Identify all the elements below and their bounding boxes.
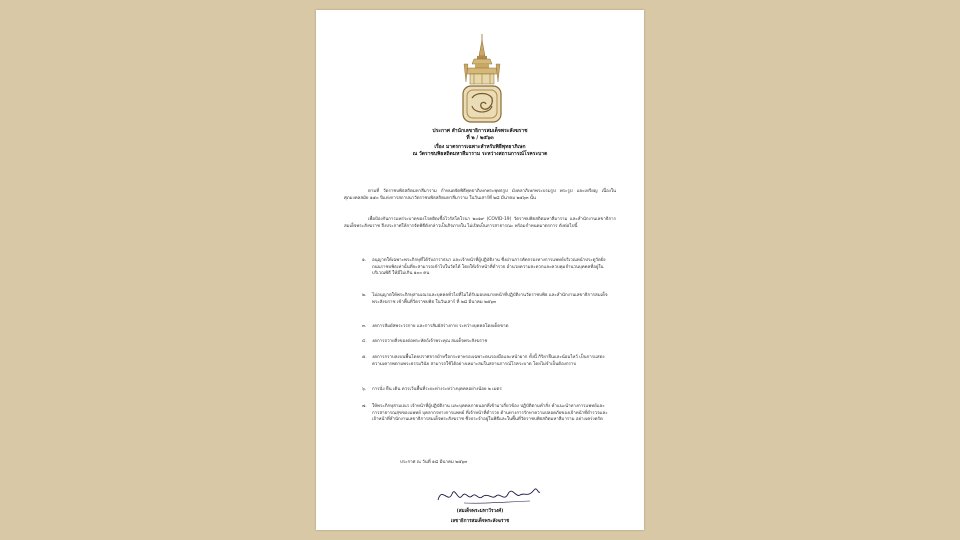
header-line-4: ณ วัดราชบพิธสถิตมหาสีมาราม ระหว่างสถานการณ์โรคระบาด	[412, 151, 548, 157]
signatory-name: (สมเด็จพระมหาวีรวงศ์)	[456, 509, 504, 514]
list-item: ๓. งดการสัมผัสพระวรกาย และการสัมผัสร่างกาย ระหว่างบุคคลโดยเด็ดขาด	[362, 324, 509, 329]
header-line-1: ประกาศ สำนักเลขาธิการสมเด็จพระสังฆราช	[432, 128, 528, 134]
list-item: ๑. อนุญาตให้เฉพาะพระภิกษุที่ได้รับอาราธนา และเจ้าหน้าที่ผู้ปฏิบัติงาน ซึ่งผ่านการคัดกรองทางการแพทย์บริเวณหน้าประตูวัดฝั่งถนนราชบพิธเท่านั้นที่จะสามารถเข้าไปในวัดได้ โดยให้เจ้าหน้าที่ตำรวจ อำนวยความสะดวกและควบคุมจำนวนบุคคลที่อยู่ในบริเวณพิธี ให้มีไม่เกิน ๑๐๐ คน	[362, 258, 606, 277]
royal-emblem-icon	[460, 34, 504, 126]
document-page	[316, 10, 644, 530]
list-item: ๒. ไม่อนุญาตให้พระภิกษุสามเณรและบุคคลทั่วไปที่ไม่ได้รับมอบหมายหน้าที่ปฏิบัติงานวัดราชบพิธ และสำนักงานเลขาธิการสมเด็จพระสังฆราช เข้าพื้นที่วัดราชบพิธ ในวันเสาร์ ที่ ๒๘ มีนาคม ๒๕๖๓	[362, 293, 608, 305]
list-item: ๔. งดการถวายสิ่งของต่อพระหัตถ์เจ้าพระคุณ สมเด็จพระสังฆราช	[362, 339, 488, 344]
announcement-date: ประกาศ ณ วันที่ ๑๘ มีนาคม ๒๕๖๓	[400, 460, 468, 465]
header-line-3: เรื่อง มาตรการเฉพาะสำหรับพิธีพุทธาภิเษก	[434, 144, 526, 150]
signature-icon	[434, 480, 544, 508]
body-paragraph-2: เพื่อป้องกันการแพร่ระบาดของโรคติดเชื้อไวรัสโคโรนา ๒๐๑๙ (COVID-19) วัดราชบพิธสถิตมหาสีมาราม และสำนักงานเลขาธิการสมเด็จพระสังฆราช จึงประกาศให้การจัดพิธีดังกล่าวเป็นกิจภายใน ไม่เปิดเป็นการสาธารณะ พร้อมกำหนดมาตรการ ดังต่อไปนี้	[344, 217, 616, 229]
header-line-2: ที่ ๒ / ๒๕๖๓	[466, 135, 494, 141]
list-item: ๗. ให้พระภิกษุสามเณร เจ้าหน้าที่ผู้ปฏิบัติงาน และบุคคลภายนอกที่เข้ามาเกี่ยวข้อง ปฏิบัติตามคำสั่ง คำแนะนำทางการแพทย์และการสาธารณสุขของแพทย์ บุคลากรทางการแพทย์ ที่เจ้าหน้าที่ตำรวจ ด้านทางการรักษาความปลอดภัยของเจ้าหน้าที่ตำรวจและเจ้าหน้าที่สำนักงานเลขาธิการสมเด็จพระสังฆราช ซึ่งประจำอยู่ในพิธีและในพื้นที่วัดราชบพิธสถิตมหาสีมาราม อย่างเคร่งครัด	[362, 404, 608, 423]
signatory-title: เลขาธิการสมเด็จพระสังฆราช	[450, 519, 510, 524]
list-item: ๖. การนั่ง ยืน เดิน ควรเว้นพื้นที่ระยะห่างระหว่างบุคคลอย่างน้อย ๒ เมตร	[362, 387, 502, 392]
body-paragraph-1: ตามที่ วัดราชบพิธสถิตมหาสีมาราม กำหนดจัดพิธีพุทธาภิเษกพระพุทธรูป มังคลาภิเษกพระบรมรูป พระรูป และเหรียญ เนื่องในศุภมงคลสมัย ๑๕๐ ปีแห่งการสถาปนาวัดราชบพิธสถิตมหาสีมาราม ในวันเสาร์ที่ ๒๘ มีนาคม ๒๕๖๓ นั้น	[344, 189, 616, 201]
list-item: ๕. งดการกราบลงบนพื้นโดยปราศจากผ้าหรือกระดาษรองเฉพาะตนรองมือและหน้าผาก ทั้งนี้ กิริยายืนและน้อมไหว้ เป็นการแสดงความเคารพตามพระธรรมวินัย สามารถใช้ได้อย่างเหมาะสมในสถานการณ์โรคระบาด โดยไม่จำเป็นต้องกราบ	[362, 355, 605, 367]
